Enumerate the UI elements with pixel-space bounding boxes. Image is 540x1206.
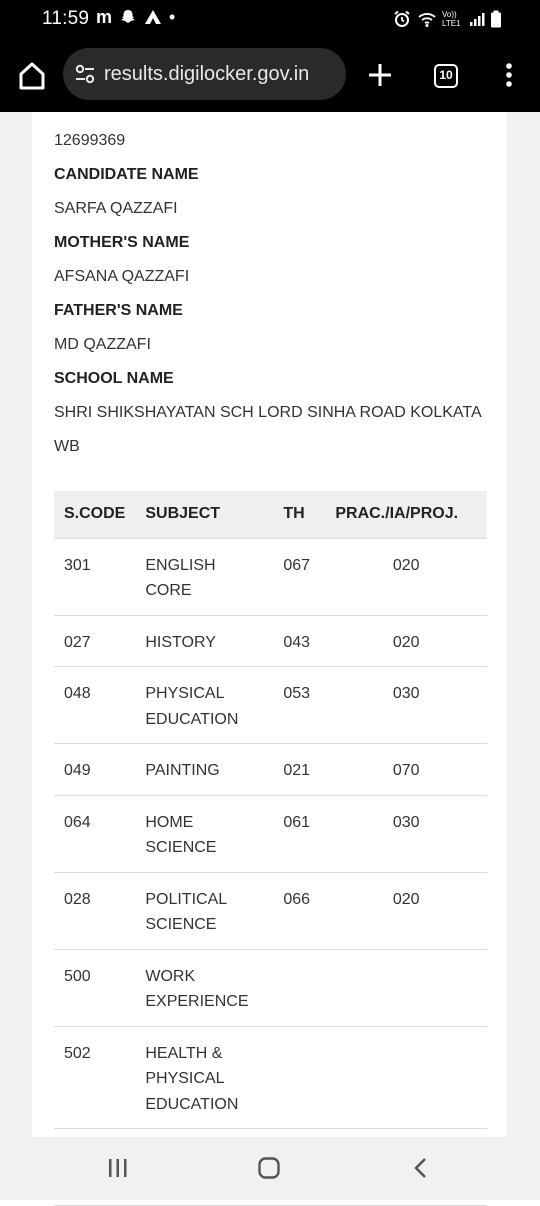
cell-th: 043	[273, 615, 325, 667]
cell-subject	[135, 615, 273, 667]
table-row	[54, 538, 487, 615]
cell-prac: 020	[325, 538, 487, 615]
school-name-label: SCHOOL NAME	[54, 370, 174, 387]
header-scode: S.CODE	[54, 491, 135, 538]
father-name-label: FATHER'S NAME	[54, 302, 183, 319]
cell-subject	[135, 872, 273, 949]
cell-subject	[135, 1026, 273, 1129]
site-settings-icon[interactable]	[74, 63, 96, 85]
cell-subject-line: SCIENCE	[145, 916, 217, 933]
alarm-icon	[392, 9, 412, 29]
recents-icon[interactable]	[106, 1157, 130, 1179]
cell-th	[273, 1026, 325, 1129]
table-row	[54, 667, 487, 744]
address-bar[interactable]	[63, 48, 346, 100]
roll-number-value: 12699369	[54, 132, 126, 149]
cell-th: 067	[273, 538, 325, 615]
signal-icon	[469, 11, 485, 27]
cell-scode: 027	[54, 615, 135, 667]
marks-table	[54, 491, 487, 1206]
mother-name-value: AFSANA QAZZAFI	[54, 268, 190, 285]
overflow-menu-icon[interactable]	[498, 61, 520, 89]
status-time: 11:59	[42, 8, 90, 29]
browser-toolbar	[0, 38, 540, 112]
cell-subject	[135, 795, 273, 872]
table-row	[54, 949, 487, 1026]
cell-subject-line: EXPERIENCE	[145, 993, 249, 1010]
cell-subject-line: PHYSICAL	[145, 685, 225, 702]
header-th: TH	[273, 491, 325, 538]
cell-subject-line: WORK	[145, 967, 196, 985]
cell-subject	[135, 667, 273, 744]
cell-th: 021	[273, 744, 325, 796]
back-icon[interactable]	[410, 1156, 432, 1180]
cell-prac: 030	[325, 795, 487, 872]
status-left-icons	[96, 8, 175, 26]
url-text[interactable]: results.digilocker.gov.in	[104, 62, 310, 85]
header-subject: SUBJECT	[135, 491, 273, 538]
cell-subject-line: SCIENCE	[145, 839, 217, 856]
cell-subject	[135, 538, 273, 615]
cell-prac: 020	[325, 615, 487, 667]
cell-scode: 301	[54, 538, 135, 615]
cell-subject-line: EDUCATION	[145, 1095, 239, 1113]
mother-name-label: MOTHER'S NAME	[54, 234, 190, 251]
battery-icon	[490, 10, 502, 28]
cell-subject-line: POLITICAL	[145, 890, 228, 908]
table-row	[54, 795, 487, 872]
messenger-icon: m	[96, 7, 113, 27]
school-name-value-line2: WB	[54, 438, 80, 455]
cell-subject-line: HEALTH &	[145, 1044, 223, 1062]
cell-prac	[325, 1026, 487, 1129]
cell-scode: 502	[54, 1026, 135, 1129]
table-body	[54, 538, 487, 1206]
snapchat-icon	[119, 8, 137, 26]
cell-scode: 064	[54, 795, 135, 872]
wifi-icon	[417, 10, 437, 28]
result-card	[32, 112, 507, 1137]
cell-subject-line: PAINTING	[145, 762, 220, 779]
cell-scode: 049	[54, 744, 135, 796]
cell-scode: 048	[54, 667, 135, 744]
header-prac: PRAC./IA/PROJ.	[325, 491, 487, 538]
table-row	[54, 744, 487, 796]
cell-subject	[135, 744, 273, 796]
cell-scode: 500	[54, 949, 135, 1026]
app-icon	[144, 8, 162, 26]
cell-prac	[325, 949, 487, 1026]
cell-subject	[135, 949, 273, 1026]
cell-subject-line: ENGLISH CORE	[145, 556, 216, 599]
cell-subject-line: PHYSICAL	[145, 1070, 225, 1087]
school-name-value-line1: SHRI SHIKSHAYATAN SCH LORD SINHA ROAD KOLKATA	[54, 404, 482, 421]
new-tab-button[interactable]	[366, 61, 394, 89]
home-button[interactable]	[16, 60, 48, 92]
status-right-icons	[392, 9, 502, 29]
cell-subject-line: EDUCATION	[145, 710, 239, 728]
table-row	[54, 1026, 487, 1129]
tab-switcher-button[interactable]: 10	[434, 64, 458, 88]
cell-th: 066	[273, 872, 325, 949]
cell-th	[273, 949, 325, 1026]
cell-subject-line: HISTORY	[145, 633, 216, 651]
page-viewport[interactable]	[0, 112, 540, 1137]
table-row	[54, 872, 487, 949]
cell-prac: 070	[325, 744, 487, 796]
volte-icon: Vo)) LTE1	[442, 10, 461, 28]
cell-prac: 030	[325, 667, 487, 744]
table-row	[54, 615, 487, 667]
cell-scode: 028	[54, 872, 135, 949]
dot-icon: •	[169, 7, 176, 27]
candidate-name-label: CANDIDATE NAME	[54, 166, 199, 183]
home-icon[interactable]	[257, 1156, 281, 1180]
system-nav-bar	[0, 1137, 540, 1200]
candidate-name-value: SARFA QAZZAFI	[54, 200, 178, 217]
cell-th: 061	[273, 795, 325, 872]
cell-prac: 020	[325, 872, 487, 949]
table-header-row	[54, 491, 487, 538]
cell-th: 053	[273, 667, 325, 744]
cell-subject-line: HOME	[145, 813, 194, 831]
father-name-value: MD QAZZAFI	[54, 336, 151, 353]
status-bar	[0, 0, 540, 38]
